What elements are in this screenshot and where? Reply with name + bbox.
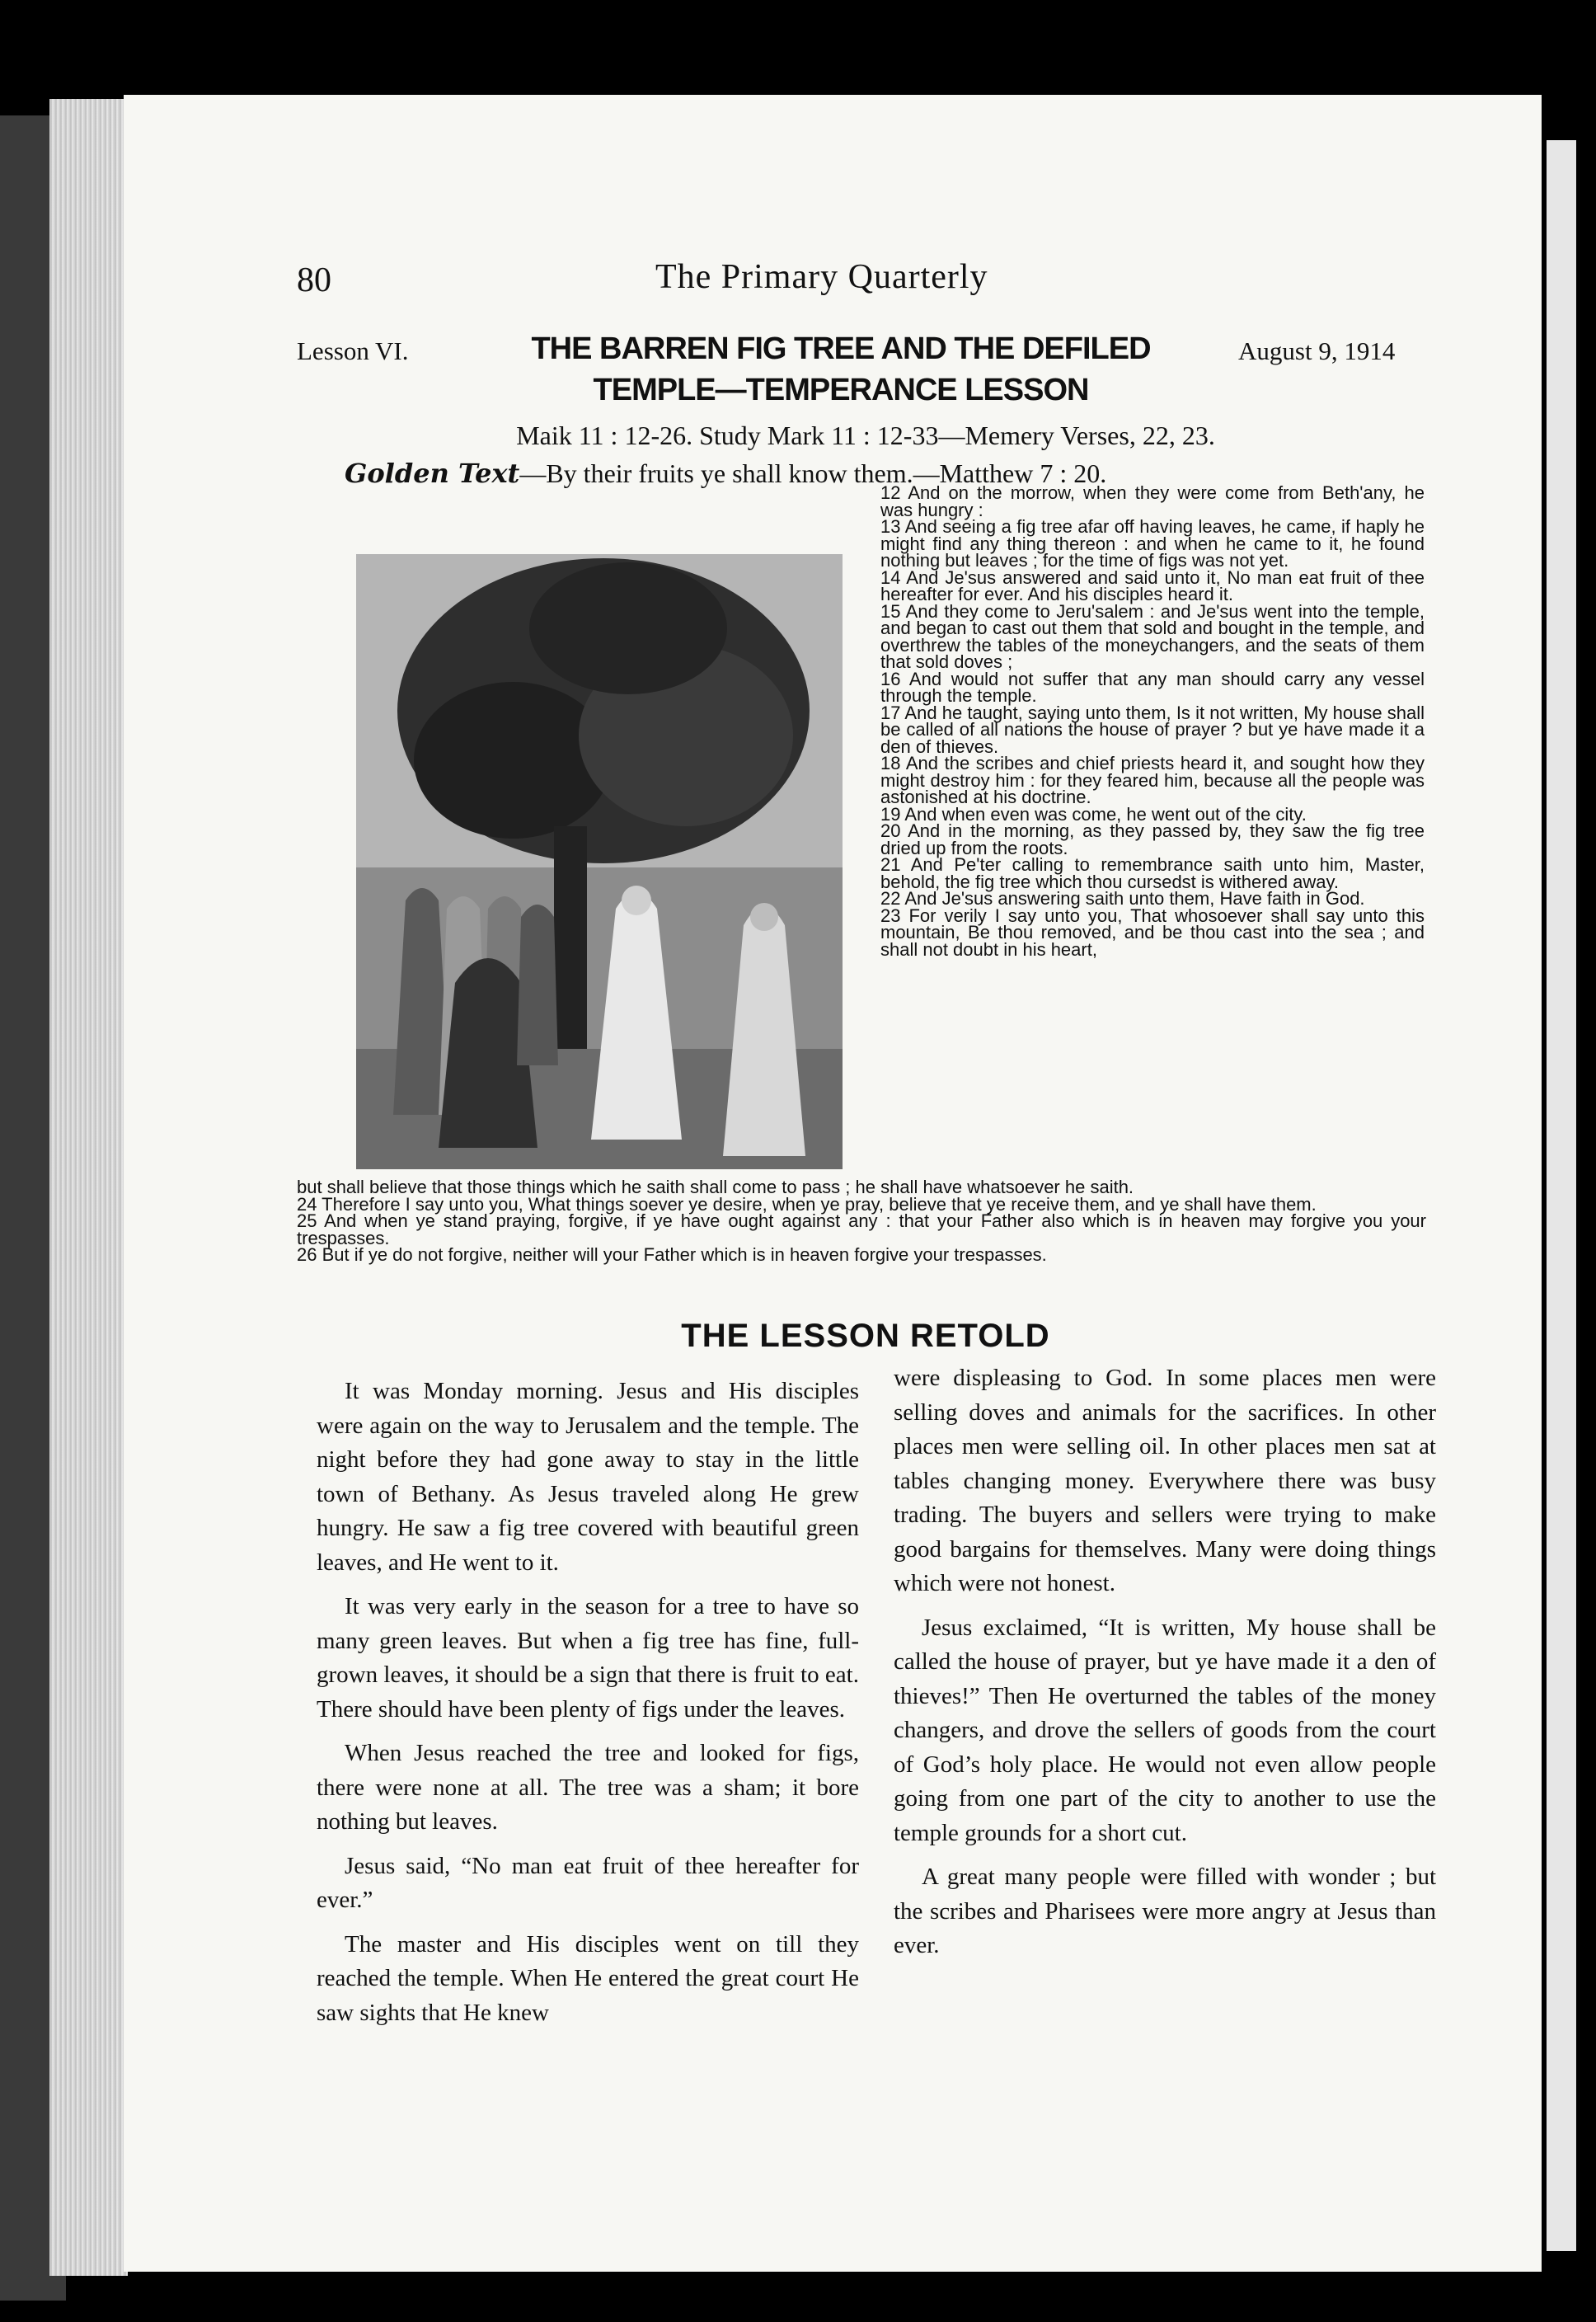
verse: 19 And when even was come, he went out of the city. (880, 803, 1307, 825)
lesson-number: Lesson VI. (297, 336, 409, 365)
verse: 25 And when ye stand praying, forgive, if ye have ought against any : that your Father also which is in heaven may forgive you your trespasses. (297, 1210, 1426, 1248)
verse: 12 And on the morrow, when they were come from Beth'any, he was hungry : (880, 482, 1425, 520)
verse: 20 And in the morning, as they passed by, they saw the fig tree dried up from the roots. (880, 820, 1425, 858)
scripture-verses-12-23 (880, 482, 1425, 960)
scripture-reference: Maik 11 : 12-26. Study Mark 11 : 12-33—Memery Verses, 22, 23. (516, 421, 1215, 450)
retold-right-column (894, 1361, 1436, 1973)
verse: 17 And he taught, saying unto them, Is it not written, My house shall be called of all nations the house of prayer ? but ye have made it a den of thieves. (880, 702, 1425, 757)
page-edges (49, 99, 128, 2276)
lesson-date: August 9, 1914 (1238, 336, 1396, 365)
paragraph: It was Monday morning. Jesus and His disciples were again on the way to Jerusalem and the temple. The night before they had gone away to stay in the little town of Bethany. As Jesus traveled along He grew hungry. He saw a fig tree covered with beautiful green leaves, and He went to it. (317, 1378, 859, 1576)
retold-left-column (317, 1375, 859, 2040)
lesson-title (462, 328, 1220, 411)
verse: 23 For verily I say unto you, That whosoever shall say unto this mountain, Be thou removed, and be thou cast into the sea ; and shall not doubt in his heart, (880, 905, 1425, 960)
paragraph: Jesus said, “No man eat fruit of thee hereafter for ever.” (317, 1852, 859, 1913)
verse: 26 But if ye do not forgive, neither will your Father which is in heaven forgive your trespasses. (297, 1244, 1047, 1265)
verse: 16 And would not suffer that any man should carry any vessel through the temple. (880, 668, 1425, 706)
paragraph: When Jesus reached the tree and looked for figs, there were none at all. The tree was a sham; it bore nothing but leaves. (317, 1740, 859, 1835)
section-heading: THE LESSON RETOLD (681, 1318, 1050, 1354)
scripture-verses-24-26 (297, 1179, 1426, 1264)
verse: 21 And Pe'ter calling to remembrance saith unto him, Master, behold, the fig tree which thou cursedst is withered away. (880, 854, 1425, 892)
verse: 13 And seeing a fig tree afar off having leaves, he came, if haply he might find any thing thereon : and when he came to it, he found nothing but leaves ; for the time of figs was not yet. (880, 516, 1425, 571)
paragraph: Jesus exclaimed, “It is written, My house shall be called the house of prayer, but ye have made it a den of thieves!” Then He overturned the tables of the money changers, and drove the sellers of goods from the court of God’s holy place. He would not even allow people going from one part of the city to another to use the temple grounds for a short cut. (894, 1614, 1436, 1846)
running-title: The Primary Quarterly (655, 258, 988, 296)
verse: but shall believe that those things which he saith shall come to pass ; he shall have whatsoever he saith. (297, 1177, 1134, 1197)
next-page-edge (1547, 140, 1576, 2251)
paragraph: It was very early in the season for a tree to have so many green leaves. But when a fig tree has fine, full-grown leaves, it should be a sign that there is fruit to eat. There should have been plenty of figs under the leaves. (317, 1593, 859, 1723)
paragraph: The master and His disciples went on till they reached the temple. When He entered the great court He saw sights that He knew (317, 1930, 859, 2026)
lesson-title-line1: THE BARREN FIG TREE AND THE DEFILED (531, 331, 1151, 366)
page-number: 80 (297, 261, 331, 299)
verse: 22 And Je'sus answering saith unto them, Have faith in God. (880, 888, 1365, 909)
golden-text-body: —By their fruits ye shall know them.—Matthew 7 : 20. (519, 458, 1107, 488)
paragraph-continuation: were displeasing to God. In some places men were selling doves and animals for the sacrifices. In other places men were selling oil. In other places men sat at tables changing money. Everywhere there was busy trading. The buyers and sellers were trying to make good bargains for themselves. Many were doing things which were not honest. (894, 1365, 1436, 1596)
verse: 24 Therefore I say unto you, What things soever ye desire, when ye pray, believe that ye receive them, and ye shall have them. (297, 1193, 1317, 1215)
golden-text-label: Golden Text (345, 458, 520, 489)
verse: 18 And the scribes and chief priests heard it, and sought how they might destroy him : for they feared him, because all the people was astonished at his doctrine. (880, 753, 1425, 807)
verse: 14 And Je'sus answered and said unto it, No man eat fruit of thee hereafter for ever. And his disciples heard it. (880, 566, 1425, 604)
verse: 15 And they come to Jeru'salem : and Je'sus went into the temple, and began to cast out them that sold and bought in the temple, and overthrew the tables of the moneychangers, and the seats of them that sold doves ; (880, 600, 1425, 672)
paragraph: A great many people were filled with wonder ; but the scribes and Pharisees were more angry at Jesus than ever. (894, 1864, 1436, 1958)
jesus-fig-tree-illustration (356, 554, 843, 1169)
lesson-title-line2: TEMPLE—TEMPERANCE LESSON (593, 373, 1089, 407)
